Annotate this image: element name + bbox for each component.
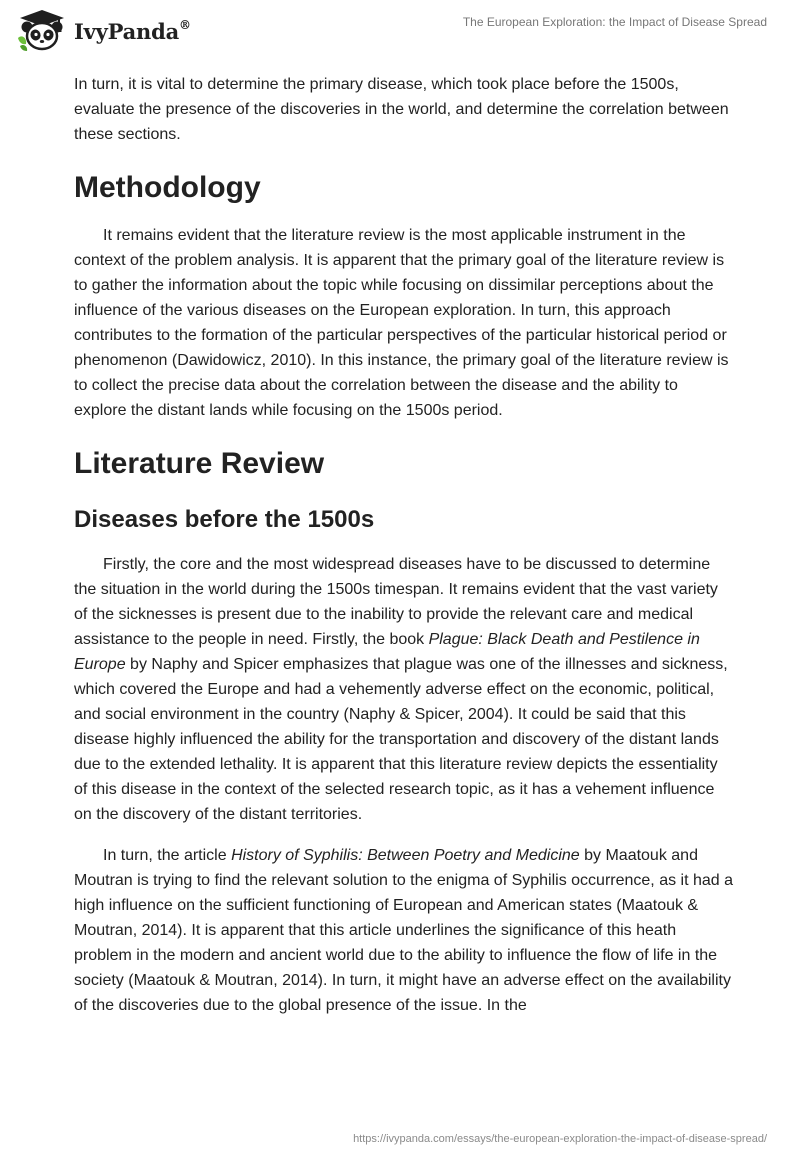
page-header — [0, 0, 800, 62]
source-url[interactable]: https://ivypanda.com/essays/the-european-exploration-the-impact-of-disease-spread/ — [353, 1133, 767, 1145]
ivypanda-logo[interactable] — [14, 8, 191, 52]
diseases-subheading: Diseases before the 1500s — [74, 506, 375, 533]
panda-graduate-icon — [14, 8, 70, 52]
brand-name: IvyPanda® — [74, 17, 191, 44]
methodology-paragraph: It remains evident that the literature review is the most applicable instrument in the context of the problem analysis. It is apparent that the primary goal of the literature review is to gather the information about the topic while focusing on dissimilar perceptions about the influence of the various diseases on the European exploration. In turn, this approach contributes to the formation of the particular perspectives of the particular historical period or phenomenon (Dawidowicz, 2010). In this instance, the primary goal of the literature review is to collect the precise data about the correlation between the disease and the ability to explore the distant lands while focusing on the 1500s period. — [74, 227, 729, 419]
syphilis-article-title: History of Syphilis: Between Poetry and Medicine — [231, 847, 580, 864]
plague-book-title: Plague: Black Death and Pestilence in Europe — [74, 631, 700, 673]
syphilis-paragraph: In turn, the article History of Syphilis: Between Poetry and Medicine by Maatouk and Moutran is trying to find the relevant solution to the enigma of Syphilis occurrence, as it had a high influence on the sufficient functioning of European and American states (Maatouk & Moutran, 2014). It is apparent that this article underlines the significance of this heath problem in the modern and ancient world due to the ability to influence the flow of life in the society (Maatouk & Moutran, 2014). In turn, it might have an adverse effect on the availability of the discoveries due to the global presence of the issue. In the — [74, 847, 734, 1014]
plague-paragraph: Firstly, the core and the most widespread diseases have to be discussed to determine the situation in the world during the 1500s timespan. It remains evident that the vast variety of the sicknesses is present due to the inability to provide the relevant care and medical assistance to the people in need. Firstly, the book Plague: Black Death and Pestilence in Europe by Naphy and Spicer emphasizes that plague was one of the illnesses and sickness, which covered the Europe and had a vehemently adverse effect on the economic, political, and social environment in the country (Naphy & Spicer, 2004). It could be said that this disease highly influenced the ability for the transportation and discovery of the distant lands due to the extended lethality. It is apparent that this literature review depicts the essentiality of this disease in the context of the selected research topic, as it has a vehement influence on the discovery of the distant territories. — [74, 556, 728, 823]
document-title: The European Exploration: the Impact of Disease Spread — [462, 15, 767, 29]
essay-content — [74, 72, 734, 1018]
intro-paragraph: In turn, it is vital to determine the primary disease, which took place before the 1500s, evaluate the presence of the discoveries in the world, and determine the correlation between these sections. — [74, 76, 729, 143]
literature-review-heading: Literature Review — [74, 447, 325, 480]
methodology-heading: Methodology — [74, 171, 261, 204]
